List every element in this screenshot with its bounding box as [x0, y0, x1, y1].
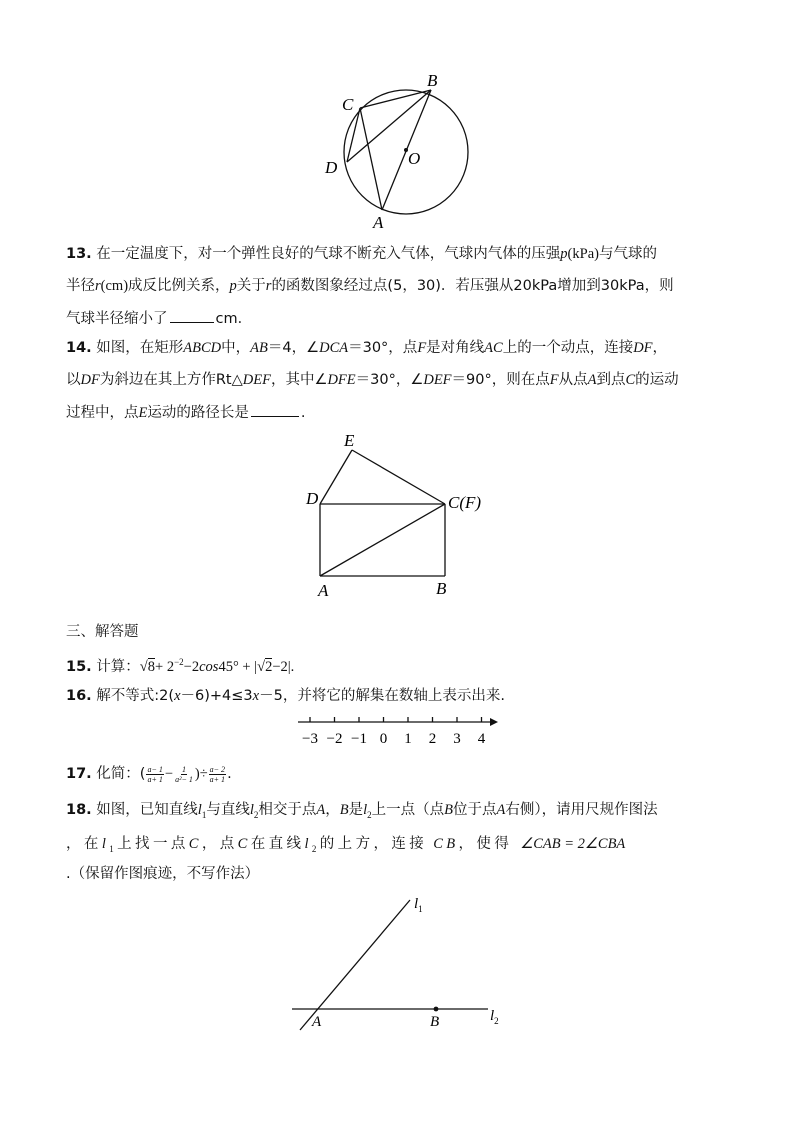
- radicand: 8: [147, 658, 156, 675]
- label-e: E: [344, 431, 355, 450]
- var: CB: [433, 836, 459, 852]
- section-title: 三、解答题: [66, 624, 139, 640]
- var: DEF: [242, 372, 271, 388]
- label-d: D: [325, 158, 338, 177]
- seg-ec: [352, 450, 445, 504]
- number-line: [294, 712, 504, 750]
- q14-text: 为斜边在其上方作Rt△: [99, 372, 243, 388]
- var: B: [444, 802, 453, 818]
- q18-line3: .（保留作图痕迹，不写作法）: [66, 866, 260, 882]
- q17-number: 17.: [66, 766, 92, 782]
- answer-blank[interactable]: [170, 308, 214, 323]
- q17-line: [66, 764, 232, 784]
- var: A: [496, 802, 506, 818]
- q18-text: 的上方，连接: [319, 836, 428, 852]
- q16-text: 解不等式:2(: [96, 688, 175, 704]
- q14-text: ＝30°，点: [348, 340, 418, 356]
- q18-text: 在直线: [250, 836, 305, 852]
- var-l2: l: [249, 802, 254, 818]
- q15-expr: + |: [238, 658, 258, 675]
- q18-text: ，: [325, 802, 340, 818]
- q18-text: ，使得: [458, 836, 513, 852]
- q14-text: 以: [66, 372, 81, 388]
- q14-text: ，其中∠: [270, 372, 328, 388]
- q14-text: 中，: [221, 340, 251, 356]
- var: DCA: [319, 340, 349, 356]
- label-b: B: [436, 579, 447, 598]
- sqrt-symbol: √: [257, 658, 266, 675]
- q17-expr: −: [164, 766, 174, 782]
- q14-line3: [66, 402, 305, 423]
- var-p: p: [229, 278, 237, 294]
- q14-text: 运动的路径长是: [147, 405, 249, 421]
- var-p: p: [560, 246, 568, 262]
- radicand: 2: [265, 658, 273, 675]
- q16-line: [66, 686, 505, 706]
- q15-text: 计算：: [96, 658, 140, 675]
- q14-text: ＝90°，则在点: [451, 372, 550, 388]
- var: DEF: [423, 372, 452, 388]
- q14-text: 到点: [596, 372, 626, 388]
- q18-number: 18.: [66, 802, 92, 818]
- tick-label: −3: [302, 731, 318, 747]
- var: C: [188, 836, 202, 852]
- tick-label: 4: [477, 731, 486, 747]
- q14-text: 过程中，点: [66, 405, 139, 421]
- q14-line1: [66, 338, 667, 358]
- label-l2: $l_2$: [490, 1008, 499, 1026]
- q14-text: 如图，在矩形: [96, 340, 184, 356]
- axis-arrow-icon: [490, 718, 498, 726]
- subscript: 1: [201, 809, 207, 820]
- var: A: [316, 802, 326, 818]
- subscript: 2: [253, 809, 259, 820]
- q18-text: ，点: [201, 836, 238, 852]
- var: AC: [484, 340, 503, 356]
- var-x: x: [252, 688, 260, 704]
- point-b: [434, 1007, 439, 1012]
- q13-text: 半径: [66, 278, 95, 294]
- var-r: r: [265, 278, 272, 294]
- q15-number: 15.: [66, 658, 92, 675]
- q16-number: 16.: [66, 688, 92, 704]
- var: C: [237, 836, 251, 852]
- q14-text: 上的一个动点，连接: [502, 340, 634, 356]
- var: B: [339, 802, 349, 818]
- q17-text: 化简：(: [96, 766, 146, 782]
- q14-text: ＝30°，∠: [355, 372, 424, 388]
- var-r: r: [95, 278, 101, 294]
- var: DFE: [327, 372, 356, 388]
- var-l2: l: [304, 836, 312, 852]
- q15-expr: + 2: [155, 658, 175, 675]
- unit-kpa: (kPa): [567, 246, 599, 262]
- sqrt-symbol: √: [139, 658, 148, 675]
- q14-text: ，: [652, 340, 668, 356]
- rectangle-figure: [300, 428, 500, 604]
- q15-expr: 45°: [218, 658, 239, 675]
- q14-text: 是对角线: [426, 340, 485, 356]
- tick-label: 0: [379, 731, 388, 747]
- circle-figure: [320, 66, 490, 230]
- q13-text: (cm)成反比例关系，: [100, 278, 230, 294]
- tick-label: −1: [351, 731, 367, 747]
- q16-text: －5，并将它的解集在数轴上表示出来.: [259, 688, 505, 704]
- label-c: C: [342, 95, 354, 114]
- seg-de: [320, 450, 352, 504]
- q18-text: 如图，已知直线: [96, 802, 198, 818]
- label-b: B: [430, 1014, 440, 1030]
- var: AB: [250, 340, 268, 356]
- q13-text: 气球半径缩小了: [66, 311, 168, 327]
- q13-text: 与气球的: [598, 246, 657, 262]
- var: E: [138, 405, 148, 421]
- q13-text: 关于: [236, 278, 266, 294]
- tick-label: 2: [428, 731, 437, 747]
- var: A: [587, 372, 597, 388]
- tick-label: 3: [453, 731, 461, 747]
- label-c-f: C(F): [448, 493, 482, 512]
- subscript: 2: [367, 809, 372, 820]
- q16-text: －6)+4≤3: [180, 688, 253, 704]
- q13-line3: [66, 308, 252, 329]
- chord-ca: [360, 108, 382, 210]
- var-l1: l: [197, 802, 202, 818]
- q14-line2: [66, 370, 679, 390]
- var: DF: [633, 340, 653, 356]
- subscript: 2: [311, 843, 320, 854]
- q13-number: 13.: [66, 246, 92, 262]
- q18-text: ，在: [66, 836, 102, 852]
- var-l2: l: [363, 802, 368, 818]
- q15-line: [66, 652, 294, 677]
- condition: ∠CAB = 2∠CBA: [520, 836, 626, 852]
- q15-expr: −2|.: [272, 658, 295, 675]
- label-d: D: [306, 489, 319, 508]
- q14-text: ＝4，∠: [267, 340, 320, 356]
- var: ABCD: [183, 340, 222, 356]
- exponent: −2: [174, 657, 184, 667]
- var: C: [625, 372, 636, 388]
- q14-text: .: [300, 405, 306, 421]
- q18-text: 上找一点: [117, 836, 189, 852]
- chord-cd: [347, 108, 360, 162]
- q13-text: 在一定温度下，对一个弹性良好的气球不断充入气体，气球内气体的压强: [96, 246, 561, 262]
- answer-blank[interactable]: [251, 402, 299, 417]
- cos-function: cos: [199, 658, 219, 675]
- label-a: A: [373, 213, 384, 230]
- fraction: $\frac{a- 1}{a+ 1}$: [147, 764, 163, 784]
- fraction: $\frac{a- 2}{a+ 1}$: [209, 764, 226, 784]
- subscript: 1: [109, 843, 118, 854]
- line-l1: [300, 900, 410, 1030]
- var-l1: l: [101, 836, 110, 852]
- var-x: x: [174, 688, 181, 704]
- q14-text: 的运动: [635, 372, 679, 388]
- q13-line2: [66, 276, 674, 296]
- label-a: A: [312, 1014, 322, 1030]
- q14-text: 从点: [558, 372, 588, 388]
- var: F: [417, 340, 427, 356]
- q18-line2: [66, 834, 625, 859]
- q18-text: 上一点（点: [371, 802, 445, 818]
- q18-text: 右侧），请用尺规作图法: [505, 802, 658, 818]
- q15-expr: −2: [183, 658, 200, 675]
- fraction: $\frac{1}{\text{a²− 1}}$: [175, 764, 193, 784]
- lines-figure: [286, 892, 516, 1038]
- q17-text: .: [227, 766, 232, 782]
- q13-text: cm．: [215, 311, 253, 327]
- var: DF: [80, 372, 100, 388]
- q13-text: 的函数图象经过点(5，30)．若压强从20kPa增加到30kPa，则: [271, 278, 674, 294]
- q13-line1: [66, 244, 657, 264]
- q18-text: 是: [348, 802, 364, 818]
- q14-number: 14.: [66, 340, 92, 356]
- q18-text: 相交于点: [258, 802, 317, 818]
- label-b: B: [427, 71, 438, 90]
- label-o: O: [408, 149, 421, 168]
- label-a: A: [318, 581, 329, 600]
- q18-line1: [66, 800, 658, 825]
- q18-text: 位于点: [452, 802, 497, 818]
- q18-text: 与直线: [206, 802, 250, 818]
- q17-expr: )÷: [194, 766, 208, 782]
- seg-ac: [320, 504, 445, 576]
- var: F: [549, 372, 559, 388]
- tick-label: −2: [326, 731, 343, 747]
- label-l1: $l_1$: [414, 896, 423, 914]
- tick-label: 1: [404, 731, 412, 747]
